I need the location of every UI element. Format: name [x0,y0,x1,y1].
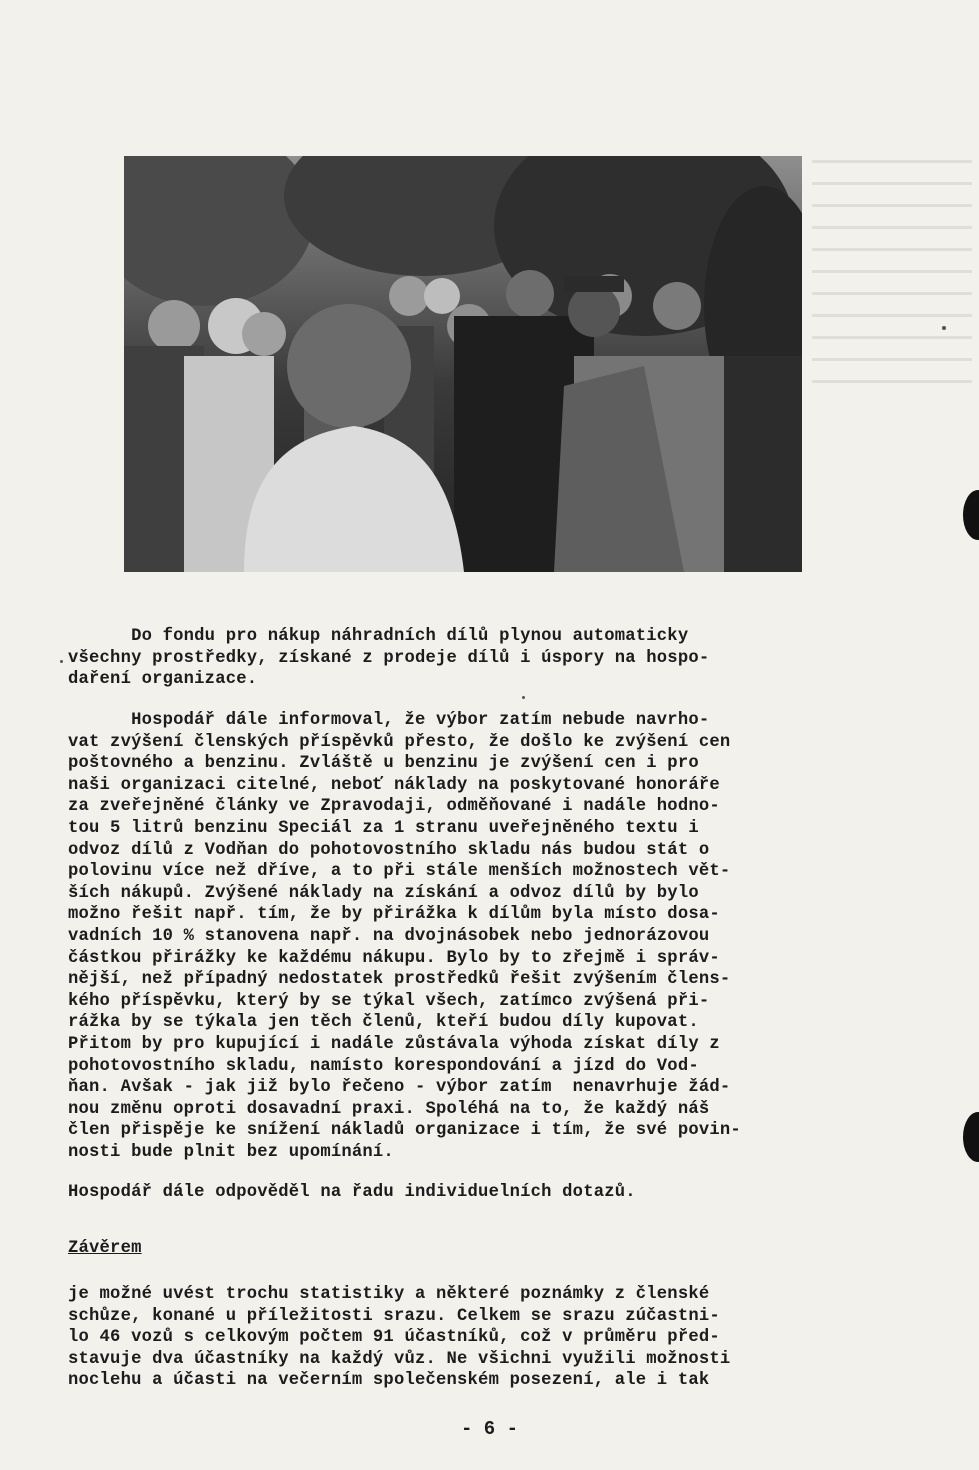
paragraph-parts-fund [68,626,888,691]
binder-hole [963,490,979,540]
text-line: tou 5 litrů benzinu Speciál za 1 stranu uveřejněného textu i [68,818,699,838]
text-line: nosti bude plnit bez upomínání. [68,1142,394,1162]
text-line: rážka by se týkala jen těch členů, kteří budou díly kupovat. [68,1013,699,1033]
bleed-through-text [812,160,972,390]
photo-crowd-of-men-outdoors-icon [124,156,802,572]
paper-speck [522,696,525,699]
text-line: člen přispěje ke snížení nákladů organizace i tím, že své povin- [68,1121,741,1141]
text-line: vat zvýšení členských příspěvků přesto, že došlo ke zvýšení cen [68,732,731,752]
paper-speck [942,326,946,330]
text-line: možno řešit např. tím, že by přirážka k dílům byla místo dosa- [68,905,720,925]
text-line: odvoz dílů z Vodňan do pohotovostního skladu nás budou stát o [68,840,710,860]
text-line: pohotovostního skladu, namísto korespondování a jízd do Vod- [68,1056,699,1076]
text-line: nou změnu oproti dosavadní praxi. Spoléhá na to, že každý náš [68,1099,710,1119]
text-line: naši organizaci citelné, neboť náklady na poskytované honoráře [68,775,720,795]
paper-speck [60,660,63,663]
heading-text: Závěrem [68,1239,142,1258]
text-line: noclehu a účasti na večerním společenském posezení, ale i tak [68,1371,710,1391]
text-line: nější, než případný nedostatek prostředků řešit zvýšením člens- [68,970,731,990]
text-line: Hospodář dále odpověděl na řadu individuelních dotazů. [68,1183,636,1202]
text-line: ňan. Avšak - jak již bylo řečeno - výbor zatím nenavrhuje žád- [68,1078,731,1098]
text-line: daření organizace. [68,670,258,690]
group-photo [124,156,802,572]
text-line: částkou přirážky ke každému nákupu. Bylo by to zřejmě i správ- [68,948,720,968]
text-line: Přitom by pro kupující i nadále zůstávala výhoda získat díly z [68,1034,720,1054]
text-line: lo 46 vozů s celkovým počtem 91 účastníků, což v průměru před- [68,1328,720,1348]
text-line: stavuje dva účastníky na každý vůz. Ne všichni využili možnosti [68,1349,731,1369]
text-line: Hospodář dále informoval, že výbor zatím nebude navrho- [68,711,710,730]
paragraph-questions [68,1182,888,1204]
paragraph-treasurer-report [68,710,888,1163]
binder-hole [963,1112,979,1162]
text-line: kého příspěvku, který by se týkal všech, zatímco zvýšená při- [68,991,710,1011]
text-line: Do fondu pro nákup náhradních dílů plynou automaticky [68,627,689,646]
page-number: - 6 - [460,1418,518,1440]
text-line: vadních 10 % stanovena např. na dvojnásobek nebo jednorázovou [68,926,710,946]
text-line: za zveřejněné články ve Zpravodaji, odměňované i nadále hodno- [68,797,720,817]
paragraph-conclusion [68,1284,888,1392]
text-line: poštovného a benzinu. Zvláště u benzinu je zvýšení cen i pro [68,754,699,774]
text-line: je možné uvést trochu statistiky a některé poznámky z členské [68,1285,710,1304]
text-line: polovinu více než dříve, a to při stále menších možnostech vět- [68,862,731,882]
text-line: schůze, konané u příležitosti srazu. Celkem se srazu zúčastni- [68,1306,720,1326]
text-line: všechny prostředky, získané z prodeje dílů i úspory na hospo- [68,648,710,668]
section-heading [68,1238,888,1260]
text-line: ších nákupů. Zvýšené náklady na získání a odvoz dílů by bylo [68,883,699,903]
